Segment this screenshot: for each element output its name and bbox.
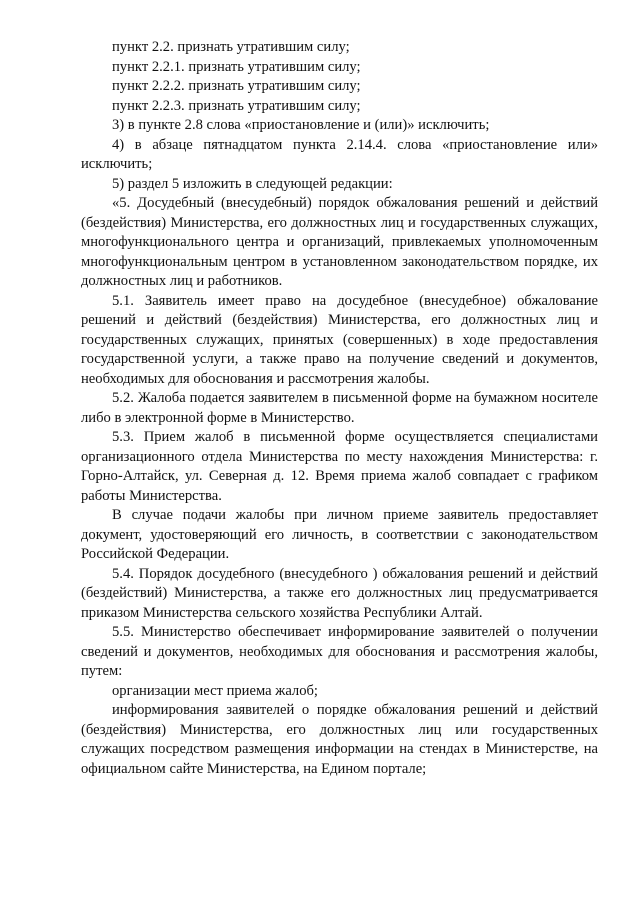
paragraph-5-4: 5.4. Порядок досудебного (внесудебного ) обжалования решений и действий (бездействий) Министерства, а также его должностных лиц предусматривается приказом Министерства сельского хозяйства Республики Алтай. (81, 565, 598, 621)
paragraph-item-3: 3) в пункте 2.8 слова «приостановление и (или)» исключить; (112, 117, 490, 133)
document-body (81, 38, 598, 779)
paragraph-personal-reception: В случае подачи жалобы при личном приеме заявитель предоставляет документ, удостоверяющий его личность, в соответствии с законодательством Российской Федерации. (81, 507, 598, 562)
paragraph-item-2-2-1: пункт 2.2.1. признать утратившим силу; (112, 58, 361, 75)
paragraph-reception-places: организации мест приема жалоб; (112, 682, 318, 699)
paragraph-item-2-2: пункт 2.2. признать утратившим силу; (112, 39, 350, 55)
paragraph-section-5-title: «5. Досудебный (внесудебный) порядок обжалования решений и действий (бездействия) Министерства, его должностных лиц и государственных служащих, многофункционального центра и организаций, привлекаемых уполномоченным многофункциональным центром в установленном законодательством порядке, их должностных лиц и работников. (81, 195, 598, 289)
paragraph-item-2-2-3: пункт 2.2.3. признать утратившим силу; (112, 97, 361, 114)
paragraph-5-3: 5.3. Прием жалоб в письменной форме осуществляется специалистами организационного отдела Министерства по месту нахождения Министерства: г. Горно-Алтайск, ул. Северная д. 12. Время приема жалоб совпадает с графиком работы Министерства. (81, 429, 598, 504)
paragraph-item-5: 5) раздел 5 изложить в следующей редакции: (112, 175, 393, 192)
paragraph-5-5: 5.5. Министерство обеспечивает информирование заявителей о получении сведений и документов, необходимых для обоснования и рассмотрения жалобы, путем: (81, 624, 598, 679)
paragraph-informing-applicants: информирования заявителей о порядке обжалования решений и действий (бездействия) Министерства, его должностных лиц или государственных служащих посредством размещения информации на стендах в Министерстве, на официальном сайте Министерства, на Едином портале; (81, 702, 598, 777)
paragraph-5-2: 5.2. Жалоба подается заявителем в письменной форме на бумажном носителе либо в электронной форме в Министерство. (81, 390, 598, 426)
paragraph-item-4: 4) в абзаце пятнадцатом пункта 2.14.4. слова «приостановление или» исключить; (81, 136, 598, 172)
paragraph-item-2-2-2: пункт 2.2.2. признать утратившим силу; (112, 78, 361, 94)
paragraph-5-1: 5.1. Заявитель имеет право на досудебное (внесудебное) обжалование решений и действий (бездействия) Министерства, его должностных лиц и государственных служащих, принятых (совершенных) в ходе предоставления государственной услуги, а также право на получение сведений и документов, необходимых для обоснования и рассмотрения жалобы. (81, 292, 598, 387)
